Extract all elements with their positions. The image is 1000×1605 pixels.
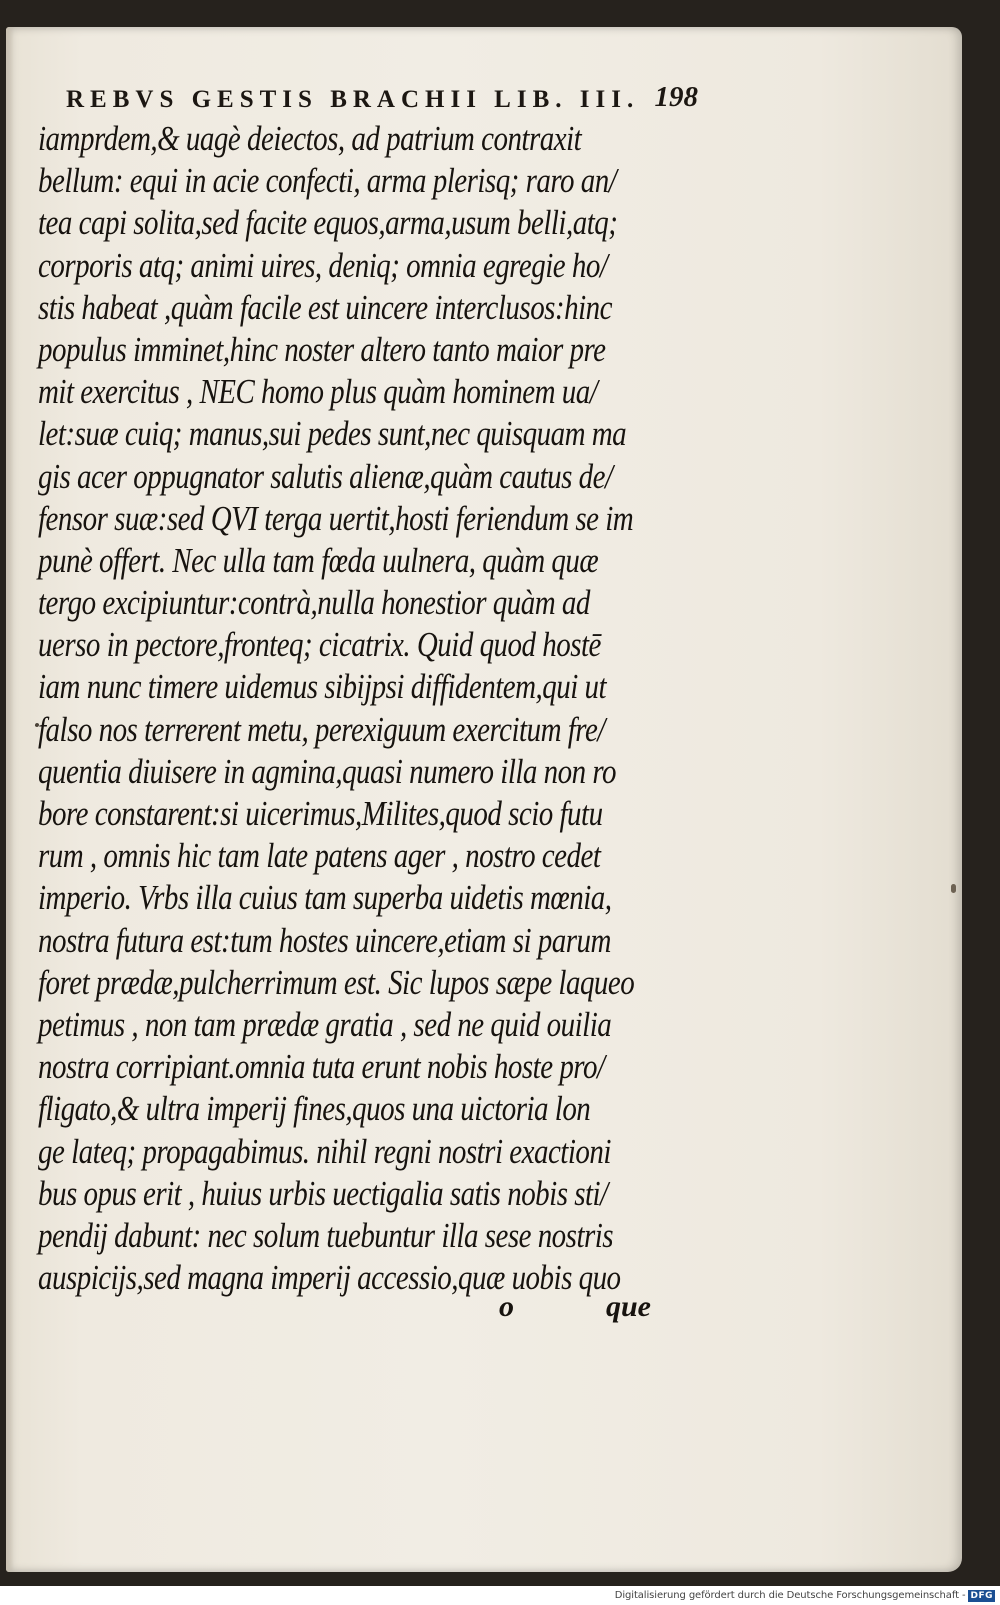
text-line: bellum: equi in acie confecti, arma plerisq; raro an/ [38, 162, 617, 201]
latin-text-block [38, 118, 708, 1299]
text-line: uerso in pectore,fronteq; cicatrix. Quid quod hostē [38, 626, 601, 665]
text-line: gis acer oppugnator salutis alienæ,quàm cautus de/ [38, 457, 613, 496]
text-line: imperio. Vrbs illa cuius tam superba uidetis mœnia, [38, 879, 612, 918]
text-line: stis habeat ,quàm facile est uincere interclusos:hinc [38, 288, 612, 327]
text-line: foret prædæ,pulcherrimum est. Sic lupos sæpe laqueo [38, 963, 635, 1002]
paper-blemish [951, 884, 956, 893]
folio-number: 198 [654, 81, 698, 113]
running-head [66, 78, 698, 114]
text-line: let:suæ cuiq; manus,sui pedes sunt,nec quisquam ma [38, 415, 627, 454]
text-line: pendij dabunt: nec solum tuebuntur illa sese nostris [38, 1216, 614, 1255]
text-line: populus imminet,hinc noster altero tanto maior pre [38, 330, 606, 369]
signature-mark: o [499, 1290, 514, 1323]
digitization-footer [0, 1586, 1000, 1605]
text-line: auspicijs,sed magna imperij accessio,quæ uobis quo [38, 1259, 621, 1298]
running-head-title: REBVS GESTIS BRACHII LIB. III. [66, 86, 640, 113]
page-gutter-edge [6, 27, 14, 1572]
text-line: tea capi solita,sed facite equos,arma,usum belli,atq; [38, 204, 618, 243]
text-line: tergo excipiuntur:contrà,nulla honestior quàm ad [38, 584, 590, 623]
text-line: ge lateq; propagabimus. nihil regni nostri exactioni [38, 1132, 611, 1171]
dfg-logo: DFG [970, 1590, 993, 1601]
text-line: punè offert. Nec ulla tam fœda uulnera, quàm quæ [38, 541, 599, 580]
text-line: corporis atq; animi uires, deniq; omnia egregie ho/ [38, 246, 608, 285]
text-line: falso nos terrerent metu, perexiguum exercitum fre/ [38, 710, 605, 749]
text-line: nostra corripiant.omnia tuta erunt nobis hoste pro/ [38, 1048, 605, 1087]
text-line: mit exercitus , NEC homo plus quàm hominem ua/ [38, 373, 598, 412]
text-line: petimus , non tam prædæ gratia , sed ne quid ouilia [38, 1005, 612, 1044]
text-line: nostra futura est:tum hostes uincere,etiam si parum [38, 921, 611, 960]
text-line: iam nunc timere uidemus sibijpsi diffidentem,qui ut [38, 668, 607, 707]
text-line: bus opus erit , huius urbis uectigalia satis nobis sti/ [38, 1174, 608, 1213]
text-line: rum , omnis hic tam late patens ager , nostro cedet [38, 837, 601, 876]
text-line: iamprdem,& uagè deiectos, ad patrium contraxit [38, 120, 582, 158]
catchword: que [606, 1290, 651, 1323]
text-line: fensor suæ:sed QVI terga uertit,hosti feriendum se im [38, 499, 634, 538]
text-line: bore constarent:si uicerimus,Milites,quod scio futu [38, 795, 603, 833]
page-bottom-marks [0, 1290, 1000, 1330]
text-line: fligato,& ultra imperij fines,quos una uictoria lon [38, 1090, 591, 1129]
text-line: quentia diuisere in agmina,quasi numero illa non ro [38, 752, 617, 791]
funding-credit: Digitalisierung gefördert durch die Deutsche Forschungsgemeinschaft - [614, 1590, 966, 1601]
